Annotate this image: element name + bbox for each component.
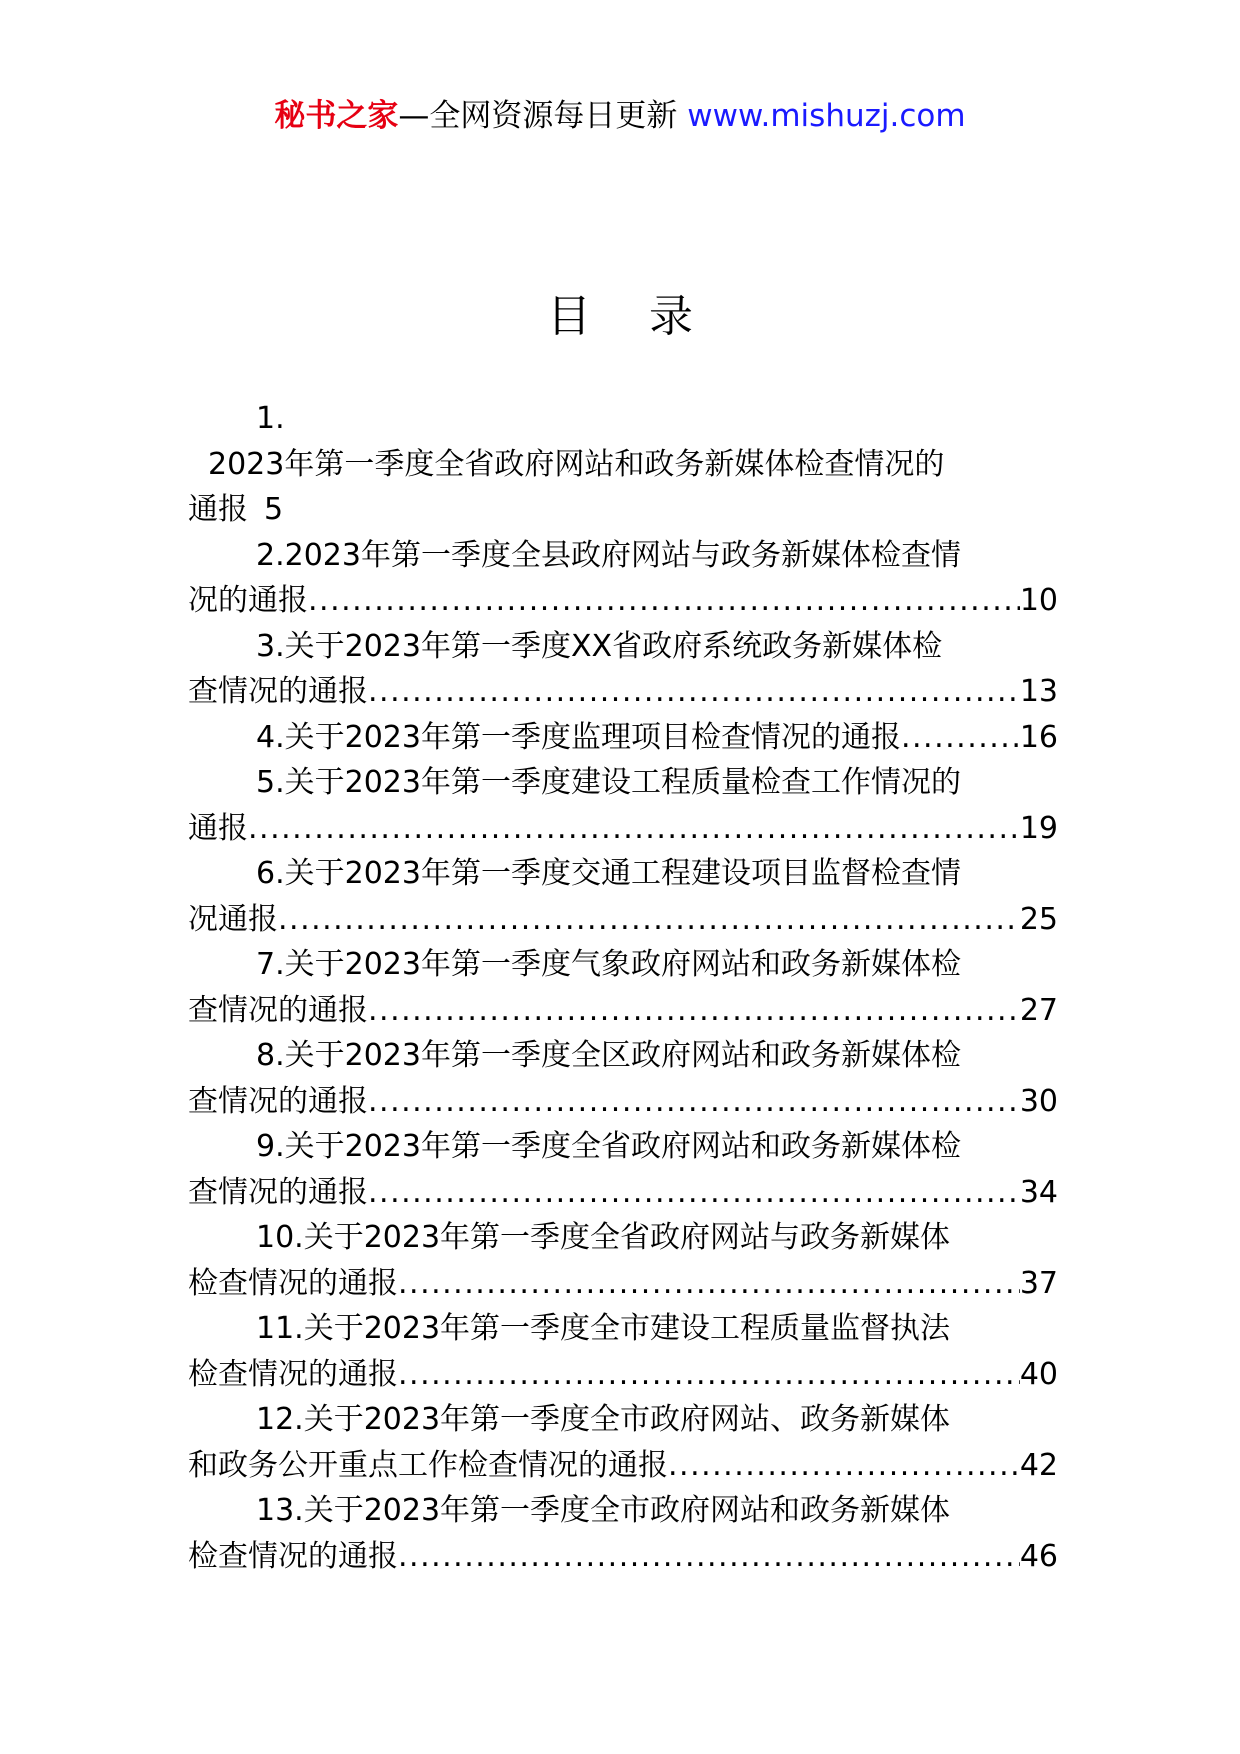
toc-entry-title-line1: 3.关于2023年第一季度XX省政府系统政务新媒体检 [256, 628, 943, 664]
toc-entry-page: 10 [1019, 583, 1058, 618]
toc-entry-title-line1: 2023年第一季度全省政府网站和政务新媒体检查情况的 [208, 446, 945, 482]
toc-entry-3[interactable] [188, 624, 1058, 715]
toc-entry-title-line2: 查情况的通报 [188, 1083, 368, 1119]
toc-entry-title-line2: 检查情况的通报 [188, 1356, 398, 1392]
toc-entry-6[interactable] [188, 851, 1058, 942]
toc-entry-page: 19 [1019, 810, 1058, 846]
dot-leader [398, 1352, 1020, 1398]
table-of-contents [188, 396, 1058, 1579]
toc-entry-page: 30 [1019, 1083, 1058, 1119]
toc-entry-title-line2: 况通报 [188, 901, 278, 937]
dot-leader [668, 1443, 1020, 1489]
toc-entry-1[interactable] [188, 396, 1058, 533]
toc-entry-title-line1: 11.关于2023年第一季度全市建设工程质量监督执法 [256, 1311, 951, 1346]
toc-entry-13[interactable] [188, 1488, 1058, 1579]
toc-entry-page: 5 [264, 492, 284, 527]
dot-leader [368, 1170, 1020, 1216]
dot-leader [248, 806, 1020, 852]
toc-entry-8[interactable] [188, 1033, 1058, 1124]
dot-leader [368, 669, 1020, 715]
toc-entry-7[interactable] [188, 942, 1058, 1033]
toc-entry-page: 27 [1019, 992, 1058, 1028]
dot-leader [368, 988, 1020, 1034]
toc-entry-number: 1. [256, 401, 285, 436]
toc-entry-11[interactable] [188, 1306, 1058, 1397]
toc-entry-title-line2: 查情况的通报 [188, 1174, 368, 1210]
toc-entry-page: 46 [1019, 1538, 1058, 1574]
toc-entry-page: 37 [1019, 1265, 1058, 1301]
toc-entry-page: 42 [1019, 1447, 1058, 1483]
toc-entry-title-line2: 查情况的通报 [188, 992, 368, 1028]
toc-entry-10[interactable] [188, 1215, 1058, 1306]
dot-leader [368, 1079, 1020, 1125]
dot-leader [398, 1534, 1020, 1580]
toc-entry-title-line1: 12.关于2023年第一季度全市政府网站、政务新媒体 [256, 1402, 951, 1437]
toc-entry-title-line1: 6.关于2023年第一季度交通工程建设项目监督检查情 [256, 856, 961, 891]
toc-entry-title-line1: 5.关于2023年第一季度建设工程质量检查工作情况的 [256, 765, 961, 800]
toc-entry-title-line2: 检查情况的通报 [188, 1538, 398, 1574]
toc-entry-title-line2: 况的通报 [188, 583, 308, 618]
toc-entry-title-line1: 10.关于2023年第一季度全省政府网站与政务新媒体 [256, 1220, 951, 1255]
header-url-link[interactable]: www.mishuzj.com [687, 98, 966, 134]
toc-entry-page: 34 [1019, 1174, 1058, 1210]
toc-entry-page: 25 [1019, 901, 1058, 937]
toc-entry-title-line2: 检查情况的通报 [188, 1265, 398, 1301]
header-slogan: —全网资源每日更新 [398, 98, 688, 134]
dot-leader [278, 897, 1020, 943]
dot-leader [308, 578, 1020, 624]
brand-name: 秘书之家 [274, 98, 399, 134]
toc-entry-title-line1: 2.2023年第一季度全县政府网站与政务新媒体检查情 [256, 537, 961, 573]
toc-entry-title-line2: 和政务公开重点工作检查情况的通报 [188, 1447, 668, 1483]
toc-entry-title-line1: 7.关于2023年第一季度气象政府网站和政务新媒体检 [256, 947, 961, 982]
toc-entry-title: 4.关于2023年第一季度监理项目检查情况的通报 [256, 719, 901, 755]
page-header [0, 98, 1240, 135]
toc-entry-9[interactable] [188, 1124, 1058, 1215]
toc-entry-title-line2: 通报 [188, 492, 248, 527]
toc-entry-4[interactable] [188, 715, 1058, 761]
toc-entry-page: 40 [1019, 1356, 1058, 1392]
toc-entry-title-line1: 13.关于2023年第一季度全市政府网站和政务新媒体 [256, 1493, 951, 1528]
toc-entry-title-line2: 查情况的通报 [188, 674, 368, 709]
toc-entry-title-line2: 通报 [188, 810, 248, 846]
toc-entry-title-line1: 9.关于2023年第一季度全省政府网站和政务新媒体检 [256, 1129, 961, 1164]
page-title: 目 录 [547, 291, 715, 342]
toc-entry-title-line1: 8.关于2023年第一季度全区政府网站和政务新媒体检 [256, 1038, 961, 1073]
toc-entry-page: 13 [1019, 674, 1058, 709]
dot-leader [398, 1261, 1020, 1307]
toc-entry-2[interactable] [188, 533, 1058, 624]
toc-entry-12[interactable] [188, 1397, 1058, 1488]
dot-leader [901, 715, 1020, 761]
toc-entry-5[interactable] [188, 760, 1058, 851]
toc-entry-page: 16 [1019, 719, 1058, 755]
